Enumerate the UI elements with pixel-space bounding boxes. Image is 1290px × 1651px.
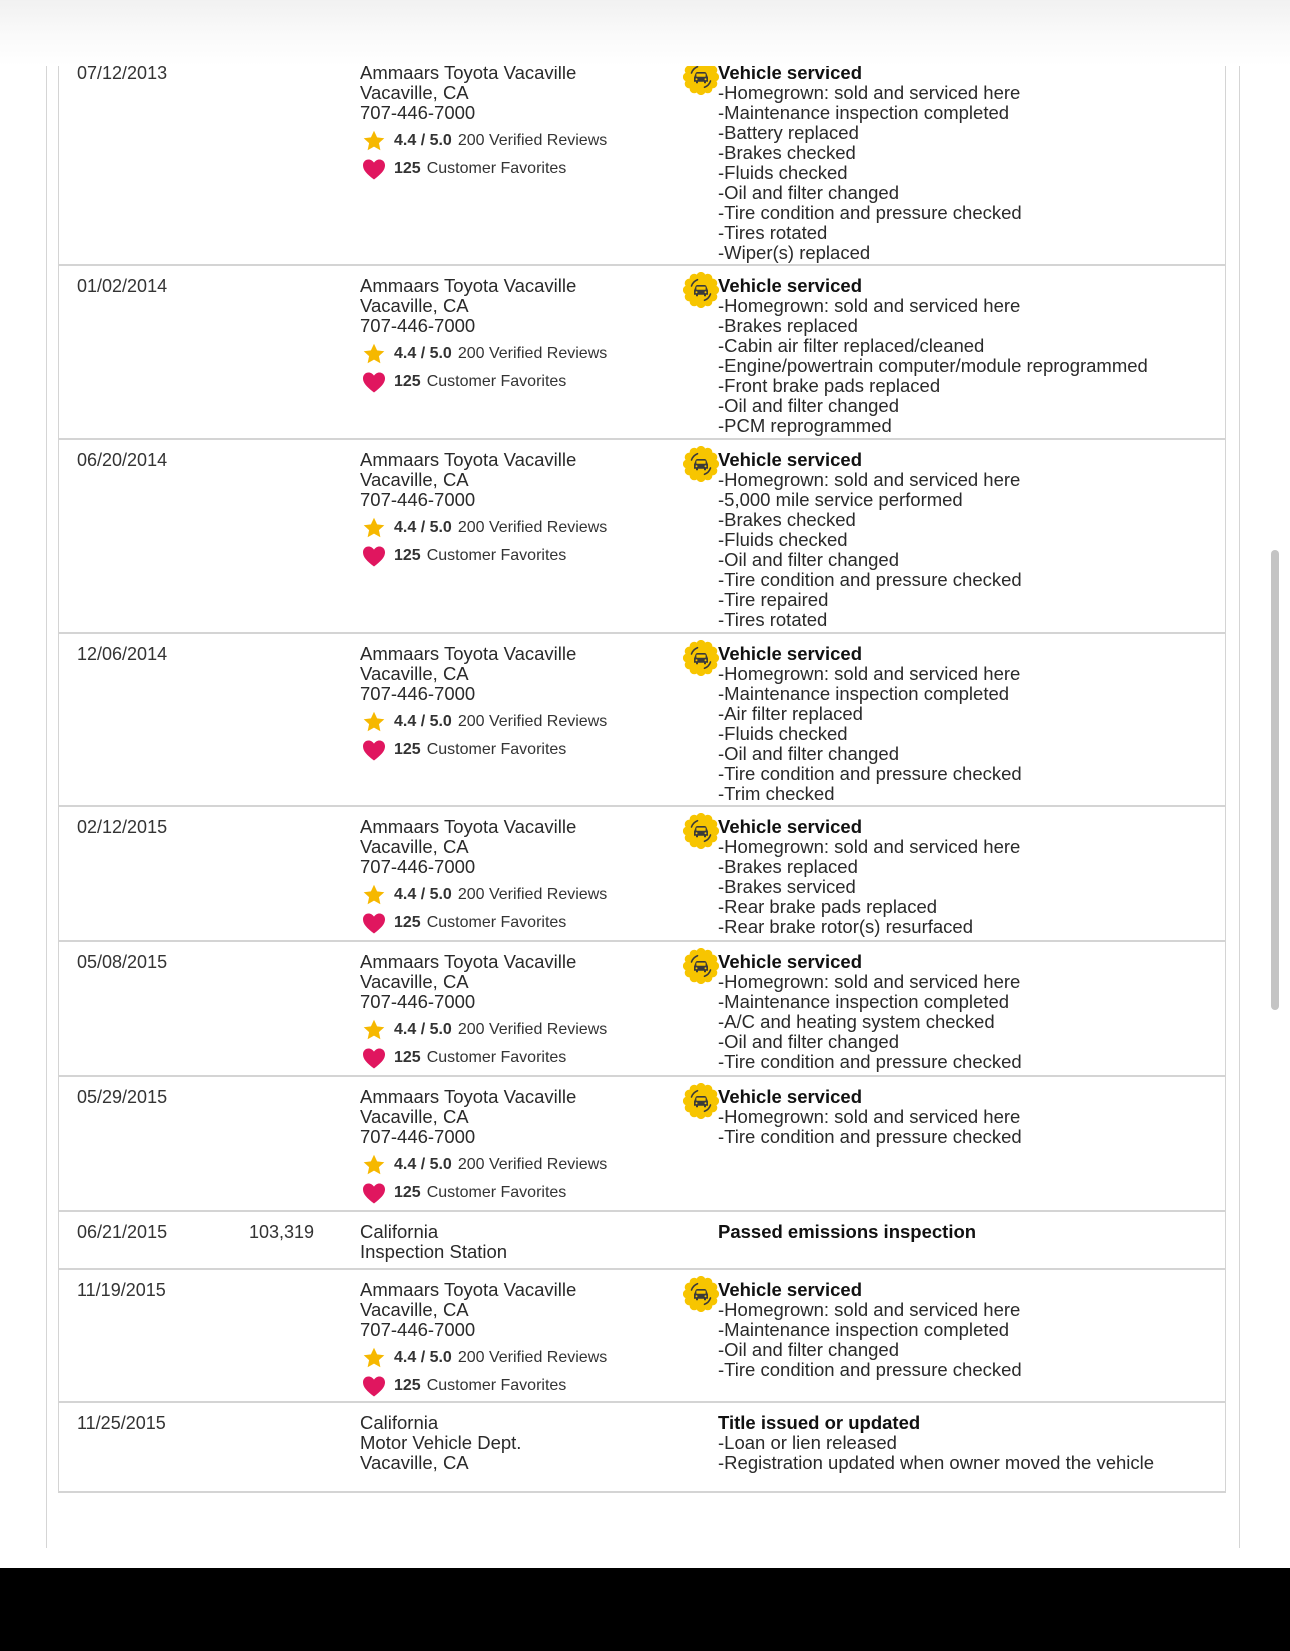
service-item: - Battery replaced [718, 123, 1022, 143]
verified-reviews-link[interactable]: 200 Verified Reviews [457, 345, 608, 362]
rating-value: 4.4 / 5.0 [394, 519, 452, 536]
rating-value: 4.4 / 5.0 [394, 1021, 452, 1038]
service-date: 06/20/2014 [77, 450, 168, 470]
source-phone: 707-446-7000 [360, 1319, 476, 1340]
heart-icon [362, 739, 386, 761]
service-item: - Maintenance inspection completed [718, 103, 1022, 123]
service-source [360, 952, 607, 1069]
history-row [58, 66, 1226, 266]
service-heading: Vehicle serviced [718, 1279, 862, 1300]
source-line: Vacaville, CA [360, 971, 469, 992]
service-item: - Brakes checked [718, 510, 1022, 530]
service-date: 05/29/2015 [77, 1087, 168, 1107]
star-icon [362, 516, 386, 540]
service-date: 07/12/2013 [77, 66, 168, 83]
service-item: - Tire condition and pressure checked [718, 1360, 1022, 1380]
service-item: - Maintenance inspection completed [718, 992, 1022, 1012]
source-name[interactable]: Ammaars Toyota Vacaville [360, 951, 577, 972]
top-fade [0, 0, 1290, 66]
history-row [58, 942, 1226, 1077]
source-line: Vacaville, CA [360, 1452, 469, 1473]
history-row [58, 1077, 1226, 1212]
heart-icon [362, 158, 386, 180]
favorites-label: Customer Favorites [426, 914, 567, 931]
service-item: - Air filter replaced [718, 704, 1022, 724]
service-item: - Rear brake pads replaced [718, 897, 1020, 917]
service-item: - Oil and filter changed [718, 183, 1022, 203]
source-name[interactable]: Ammaars Toyota Vacaville [360, 275, 577, 296]
service-heading: Vehicle serviced [718, 66, 862, 83]
source-line: Motor Vehicle Dept. [360, 1432, 522, 1453]
service-heading: Passed emissions inspection [718, 1221, 977, 1242]
favorites-count: 125 [394, 1377, 421, 1394]
car-service-badge-icon [683, 948, 719, 984]
service-item: - Tire repaired [718, 590, 1022, 610]
service-source [360, 1087, 607, 1204]
service-date: 12/06/2014 [77, 644, 168, 664]
verified-reviews-link[interactable]: 200 Verified Reviews [457, 1021, 608, 1038]
customer-favorites [360, 739, 607, 761]
service-details [718, 66, 1022, 263]
service-item: - Maintenance inspection completed [718, 1320, 1022, 1340]
service-item: - Trim checked [718, 784, 1022, 804]
favorites-count: 125 [394, 914, 421, 931]
verified-reviews-link[interactable]: 200 Verified Reviews [457, 1349, 608, 1366]
service-heading: Title issued or updated [718, 1412, 921, 1433]
service-source [360, 450, 607, 567]
source-name[interactable]: Ammaars Toyota Vacaville [360, 816, 577, 837]
service-item: - Homegrown: sold and serviced here [718, 837, 1020, 857]
scrollbar-thumb[interactable] [1271, 550, 1279, 1010]
service-item: - Oil and filter changed [718, 1032, 1022, 1052]
customer-favorites [360, 371, 607, 393]
service-item: - Tire condition and pressure checked [718, 764, 1022, 784]
verified-reviews-link[interactable]: 200 Verified Reviews [457, 1156, 608, 1173]
car-service-badge-icon [683, 272, 719, 308]
favorites-label: Customer Favorites [426, 1049, 567, 1066]
service-heading: Vehicle serviced [718, 816, 862, 837]
source-line: Vacaville, CA [360, 663, 469, 684]
source-line: Vacaville, CA [360, 1106, 469, 1127]
dealer-rating [360, 711, 607, 733]
service-item: - Tires rotated [718, 610, 1022, 630]
service-item: - Homegrown: sold and serviced here [718, 664, 1022, 684]
heart-icon [362, 1375, 386, 1397]
service-item: - Homegrown: sold and serviced here [718, 296, 1148, 316]
scrollbar[interactable] [1268, 70, 1282, 1550]
odometer-reading: 103,319 [249, 1222, 315, 1242]
history-row [58, 634, 1226, 807]
car-service-badge-icon [683, 640, 719, 676]
service-item: - Oil and filter changed [718, 550, 1022, 570]
star-icon [362, 129, 386, 153]
service-item: - Tires rotated [718, 223, 1022, 243]
service-item: - Registration updated when owner moved the vehicle [718, 1453, 1154, 1473]
service-item: - Fluids checked [718, 163, 1022, 183]
service-date: 01/02/2014 [77, 276, 168, 296]
source-phone: 707-446-7000 [360, 856, 476, 877]
favorites-label: Customer Favorites [426, 1377, 567, 1394]
service-details [718, 276, 1148, 436]
favorites-count: 125 [394, 547, 421, 564]
service-details [718, 644, 1022, 804]
rating-value: 4.4 / 5.0 [394, 886, 452, 903]
favorites-label: Customer Favorites [426, 1184, 567, 1201]
dealer-rating [360, 343, 607, 365]
verified-reviews-link[interactable]: 200 Verified Reviews [457, 886, 608, 903]
service-details [718, 817, 1020, 937]
service-item: - Oil and filter changed [718, 1340, 1022, 1360]
service-item: - Homegrown: sold and serviced here [718, 1300, 1022, 1320]
customer-favorites [360, 1182, 607, 1204]
star-icon [362, 1153, 386, 1177]
service-source [360, 276, 607, 393]
service-heading: Vehicle serviced [718, 449, 862, 470]
service-heading: Vehicle serviced [718, 275, 862, 296]
source-name[interactable]: Ammaars Toyota Vacaville [360, 643, 577, 664]
favorites-count: 125 [394, 1049, 421, 1066]
service-item: - A/C and heating system checked [718, 1012, 1022, 1032]
dealer-rating [360, 884, 607, 906]
service-item: - Wiper(s) replaced [718, 243, 1022, 263]
service-item: - Brakes checked [718, 143, 1022, 163]
favorites-label: Customer Favorites [426, 373, 567, 390]
service-heading: Vehicle serviced [718, 643, 862, 664]
favorites-count: 125 [394, 160, 421, 177]
service-details [718, 1280, 1022, 1380]
service-item: - Cabin air filter replaced/cleaned [718, 336, 1148, 356]
verified-reviews-link[interactable]: 200 Verified Reviews [457, 519, 608, 536]
verified-reviews-link[interactable]: 200 Verified Reviews [457, 132, 608, 149]
dealer-rating [360, 130, 607, 152]
rating-value: 4.4 / 5.0 [394, 1156, 452, 1173]
service-item: - Fluids checked [718, 724, 1022, 744]
history-row [58, 266, 1226, 440]
source-line: Vacaville, CA [360, 836, 469, 857]
source-name[interactable]: Ammaars Toyota Vacaville [360, 449, 577, 470]
service-details [718, 1222, 976, 1242]
favorites-count: 125 [394, 1184, 421, 1201]
heart-icon [362, 545, 386, 567]
source-name: California [360, 1412, 439, 1433]
service-heading: Vehicle serviced [718, 1086, 862, 1107]
service-item: - Tire condition and pressure checked [718, 1127, 1022, 1147]
service-item: - Homegrown: sold and serviced here [718, 1107, 1022, 1127]
service-item: - Oil and filter changed [718, 396, 1148, 416]
service-source [360, 66, 607, 180]
source-line: Inspection Station [360, 1241, 508, 1262]
customer-favorites [360, 158, 607, 180]
service-date: 11/25/2015 [77, 1413, 166, 1433]
dealer-rating [360, 1154, 607, 1176]
service-date: 05/08/2015 [77, 952, 168, 972]
source-name: California [360, 1221, 439, 1242]
source-phone: 707-446-7000 [360, 315, 476, 336]
source-phone: 707-446-7000 [360, 683, 476, 704]
customer-favorites [360, 1375, 607, 1397]
source-line: Vacaville, CA [360, 1299, 469, 1320]
favorites-count: 125 [394, 373, 421, 390]
service-item: - Engine/powertrain computer/module reprogrammed [718, 356, 1148, 376]
bottom-bar [0, 1568, 1290, 1651]
service-item: - Maintenance inspection completed [718, 684, 1022, 704]
dealer-rating [360, 1347, 607, 1369]
car-service-badge-icon [683, 813, 719, 849]
customer-favorites [360, 912, 607, 934]
source-line: Vacaville, CA [360, 469, 469, 490]
heart-icon [362, 371, 386, 393]
favorites-count: 125 [394, 741, 421, 758]
source-phone: 707-446-7000 [360, 489, 476, 510]
service-item: - Brakes replaced [718, 316, 1148, 336]
service-item: - Tire condition and pressure checked [718, 570, 1022, 590]
service-date: 06/21/2015 [77, 1222, 168, 1242]
service-item: - Loan or lien released [718, 1433, 1154, 1453]
rating-value: 4.4 / 5.0 [394, 713, 452, 730]
service-date: 02/12/2015 [77, 817, 168, 837]
service-date: 11/19/2015 [77, 1280, 166, 1300]
favorites-label: Customer Favorites [426, 160, 567, 177]
service-item: - Homegrown: sold and serviced here [718, 470, 1022, 490]
service-item: - Homegrown: sold and serviced here [718, 83, 1022, 103]
star-icon [362, 1018, 386, 1042]
dealer-rating [360, 1019, 607, 1041]
heart-icon [362, 912, 386, 934]
service-details [718, 1413, 1154, 1473]
car-service-badge-icon [683, 1276, 719, 1312]
source-line: Vacaville, CA [360, 295, 469, 316]
rating-value: 4.4 / 5.0 [394, 132, 452, 149]
rating-value: 4.4 / 5.0 [394, 345, 452, 362]
service-details [718, 1087, 1022, 1147]
service-item: - Homegrown: sold and serviced here [718, 972, 1022, 992]
favorites-label: Customer Favorites [426, 741, 567, 758]
star-icon [362, 342, 386, 366]
history-row [58, 1212, 1226, 1270]
service-source [360, 817, 607, 934]
star-icon [362, 710, 386, 734]
service-item: - Tire condition and pressure checked [718, 203, 1022, 223]
heart-icon [362, 1047, 386, 1069]
rating-value: 4.4 / 5.0 [394, 1349, 452, 1366]
verified-reviews-link[interactable]: 200 Verified Reviews [457, 713, 608, 730]
customer-favorites [360, 1047, 607, 1069]
vehicle-history-panel [46, 66, 1240, 1548]
favorites-label: Customer Favorites [426, 547, 567, 564]
star-icon [362, 1346, 386, 1370]
heart-icon [362, 1182, 386, 1204]
service-item: - Brakes serviced [718, 877, 1020, 897]
history-rows [58, 66, 1226, 1493]
source-name[interactable]: Ammaars Toyota Vacaville [360, 66, 577, 83]
service-item: - Tire condition and pressure checked [718, 1052, 1022, 1072]
service-item: - Rear brake rotor(s) resurfaced [718, 917, 1020, 937]
dealer-rating [360, 517, 607, 539]
history-row [58, 440, 1226, 634]
service-source [360, 644, 607, 761]
service-source [360, 1222, 507, 1262]
car-service-badge-icon [683, 446, 719, 482]
history-row [58, 807, 1226, 942]
service-item: - 5,000 mile service performed [718, 490, 1022, 510]
car-service-badge-icon [683, 66, 719, 95]
source-phone: 707-446-7000 [360, 991, 476, 1012]
customer-favorites [360, 545, 607, 567]
service-source [360, 1413, 521, 1473]
source-name[interactable]: Ammaars Toyota Vacaville [360, 1279, 577, 1300]
service-item: - Front brake pads replaced [718, 376, 1148, 396]
service-item: - Oil and filter changed [718, 744, 1022, 764]
history-row [58, 1270, 1226, 1403]
service-heading: Vehicle serviced [718, 951, 862, 972]
service-item: - Fluids checked [718, 530, 1022, 550]
service-source [360, 1280, 607, 1397]
source-line: Vacaville, CA [360, 82, 469, 103]
source-phone: 707-446-7000 [360, 1126, 476, 1147]
service-details [718, 450, 1022, 630]
service-item: - Brakes replaced [718, 857, 1020, 877]
service-details [718, 952, 1022, 1072]
history-row [58, 1403, 1226, 1493]
source-name[interactable]: Ammaars Toyota Vacaville [360, 1086, 577, 1107]
star-icon [362, 883, 386, 907]
service-item: - PCM reprogrammed [718, 416, 1148, 436]
source-phone: 707-446-7000 [360, 102, 476, 123]
car-service-badge-icon [683, 1083, 719, 1119]
